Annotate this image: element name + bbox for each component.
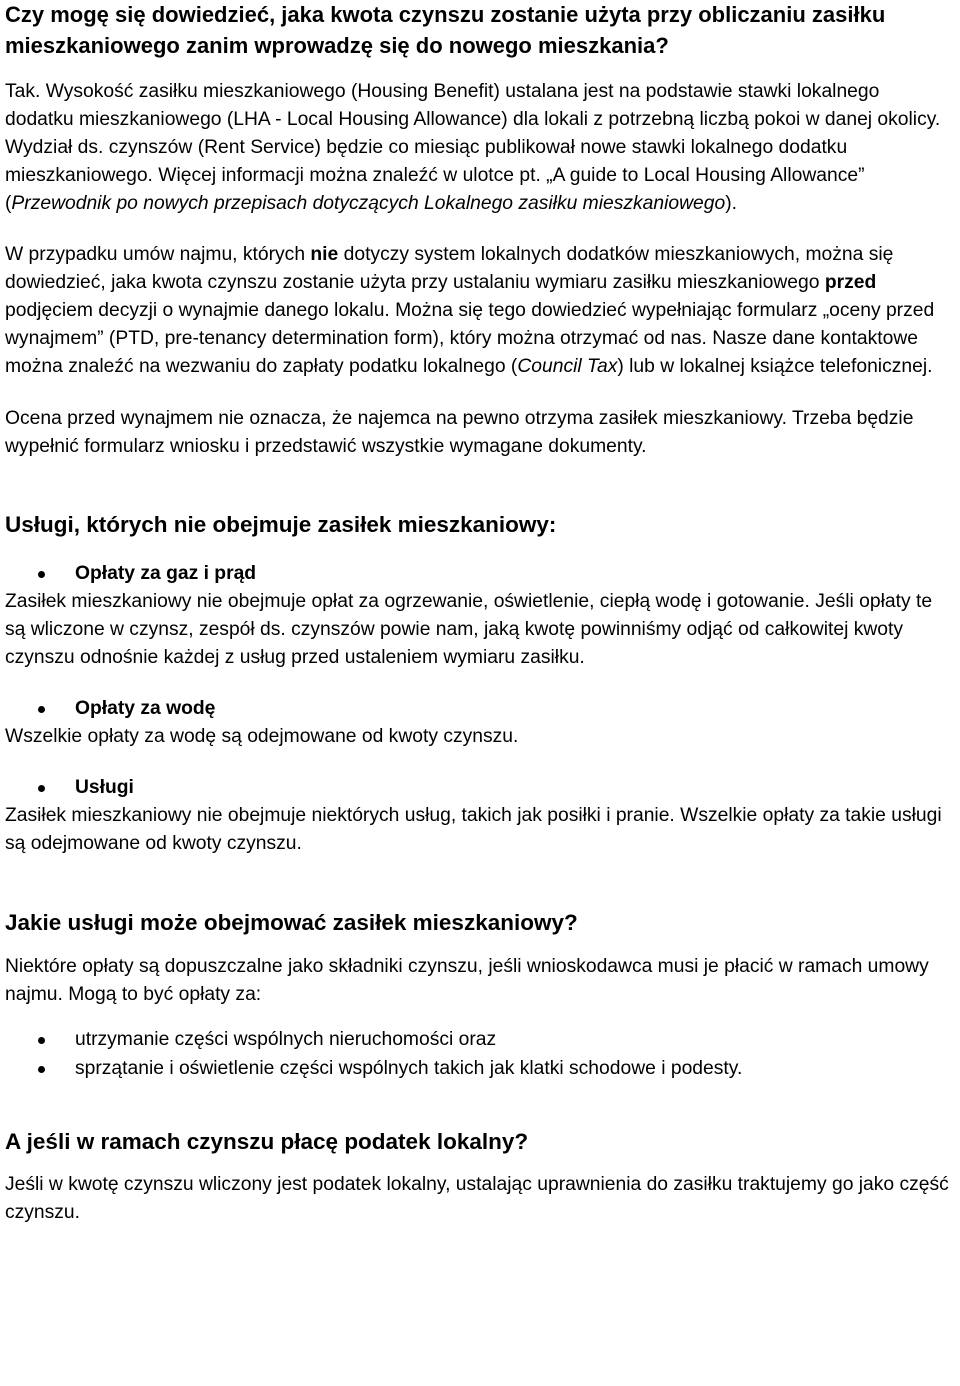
paragraph-pre-tenancy [5,241,952,381]
paragraph-lha-info [5,78,952,218]
bullet-body: Zasiłek mieszkaniowy nie obejmuje opłat za ogrzewanie, oświetlenie, ciepłą wodę i gotowanie. Jeśli opłaty te są wliczone w czynsz, zespół ds. czynszów powie nam, jaką kwotę powinniśmy odjąć od całkowitej kwoty czynszu odnośnie każdej z usług przed ustaleniem wymiaru zasiłku. [5,591,933,668]
bullet-title [5,774,952,802]
bullet-body: Zasiłek mieszkaniowy nie obejmuje niektórych usług, takich jak posiłki i pranie. Wszelkie opłaty za takie usługi są odejmowane od kwoty czynszu. [5,805,942,854]
main-heading: Czy mogę się dowiedzieć, jaka kwota czynszu zostanie użyta przy obliczaniu zasiłku mieszkaniowego zanim wprowadzę się do nowego mieszkania? [5,2,886,58]
section-heading-included-services: Jakie usługi może obejmować zasiłek mieszkaniowy? [5,910,578,935]
para1-italic: Przewodnik po nowych przepisach dotyczących Lokalnego zasiłku mieszkaniowego [11,193,726,214]
para2-bold-nie: nie [310,244,339,265]
list-item: utrzymanie części wspólnych nieruchomości oraz [5,1026,952,1054]
paragraph-assessment-note: Ocena przed wynajmem nie oznacza, że najemca na pewno otrzyma zasiłek mieszkaniowy. Trzeba będzie wypełnić formularz wniosku i przedstawić wszystkie wymagane dokumenty. [5,408,914,457]
section-heading-council-tax: A jeśli w ramach czynszu płacę podatek lokalny? [5,1129,529,1154]
included-services-list [5,1026,952,1083]
paragraph-included-intro: Niektóre opłaty są dopuszczalne jako składniki czynszu, jeśli wnioskodawca musi je płacić w ramach umowy najmu. Mogą to być opłaty za: [5,956,929,1005]
bullet-title [5,695,952,723]
para1-text-b: ). [725,193,737,214]
para1-text-a: Tak. Wysokość zasiłku mieszkaniowego (Housing Benefit) ustalana jest na podstawie stawki lokalnego dodatku mieszkaniowego (LHA - Local Housing Allowance) dla lokali z potrzebną liczbą pokoi w danej okolicy. Wydział ds. czynszów (Rent Service) będzie co miesiąc publikował nowe stawki lokalnego dodatku mieszkaniowego. Więcej informacji można znaleźć w ulotce pt. „A guide to Local Housing Allowance” ( [5,81,941,214]
list-item [5,560,952,672]
para2-t4: ) lub w lokalnej książce telefonicznej. [617,356,933,377]
para2-t3: podjęciem decyzji o wynajmie danego lokalu. Można się tego dowiedzieć wypełniając formularz „oceny przed wynajmem” (PTD, pre-tenancy determination form), który można otrzymać od nas. Nasze dane kontaktowe można znaleźć na wezwaniu do zapłaty podatku lokalnego ( [5,300,935,377]
list-item [5,695,952,751]
bullet-body: Wszelkie opłaty za wodę są odejmowane od kwoty czynszu. [5,726,519,747]
para2-bold-przed: przed [824,272,877,293]
list-item [5,774,952,858]
list-item: sprzątanie i oświetlenie części wspólnych takich jak klatki schodowe i podesty. [5,1055,952,1083]
bullet-title-text: Usługi [75,777,134,798]
section-heading-excluded-services: Usługi, których nie obejmuje zasiłek mieszkaniowy: [5,512,557,537]
excluded-services-list [5,560,952,858]
para2-t2: dotyczy system lokalnych dodatków mieszkaniowych, można się dowiedzieć, jaka kwota czynszu zostanie użyta przy ustalaniu wymiaru zasiłku mieszkaniowego [5,244,894,293]
bullet-title-text: Opłaty za wodę [75,698,216,719]
bullet-title-text: Opłaty za gaz i prąd [75,563,257,584]
paragraph-council-tax: Jeśli w kwotę czynszu wliczony jest podatek lokalny, ustalając uprawnienia do zasiłku traktujemy go jako część czynszu. [5,1174,949,1223]
para2-italic-council-tax: Council Tax [517,356,618,377]
bullet-title [5,560,952,588]
para2-t1: W przypadku umów najmu, których [5,244,311,265]
